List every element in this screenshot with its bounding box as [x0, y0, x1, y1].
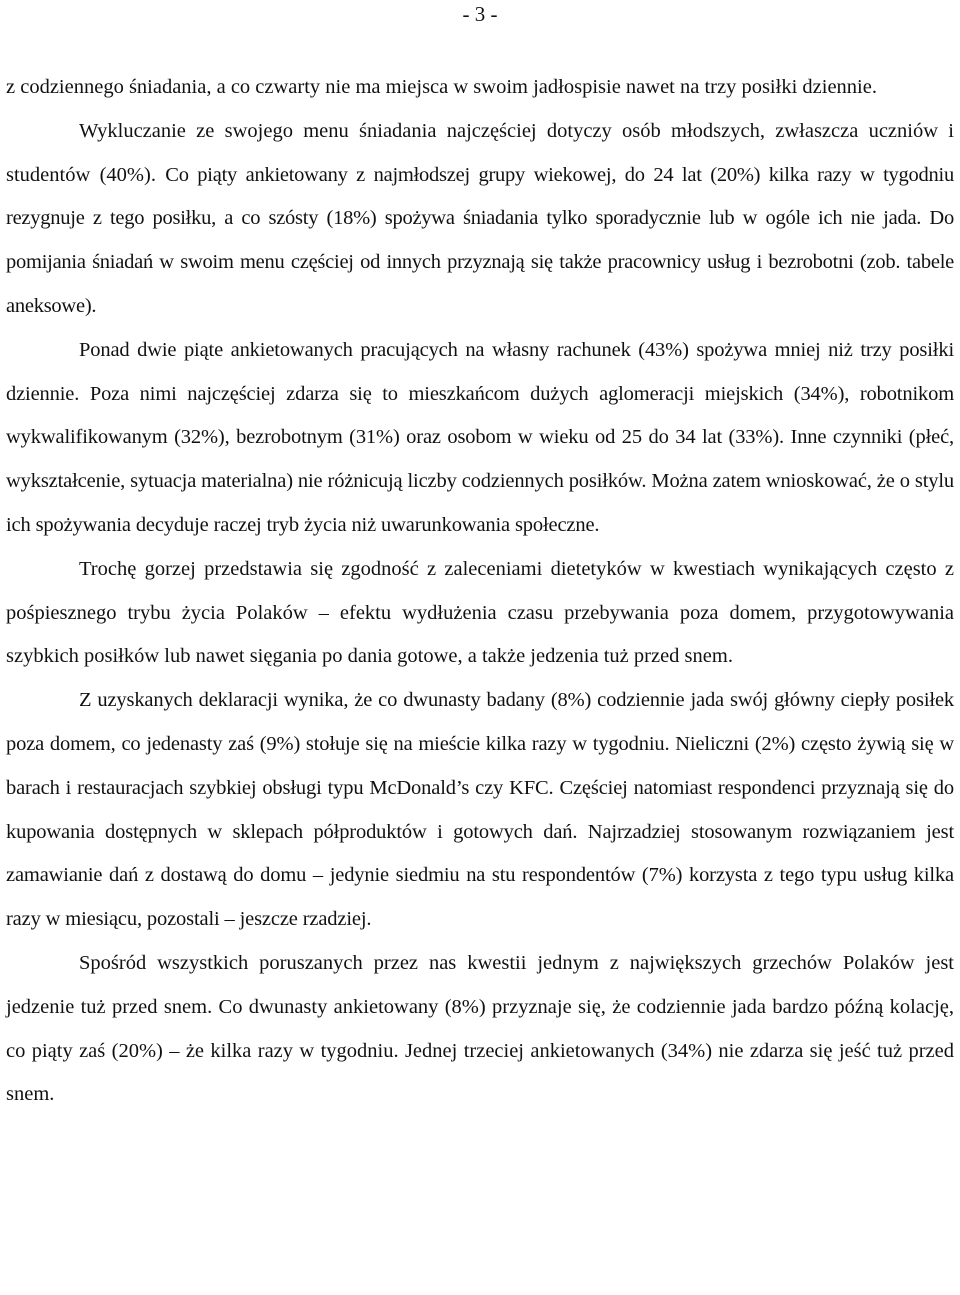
paragraph-text: Spośród wszystkich poruszanych przez nas kwestii jednym z największych grzechów Polaków jest jedzenie tuż przed snem. Co dwunasty ankietowany (8%) przyznaje się, że codziennie jada bardzo późną kolację, co piąty zaś (20%) – że kilka razy w tygodniu. Jednej trzeciej ankietowanych (34%) nie zdarza się jeść tuż przed snem. — [6, 951, 954, 1106]
page-number: - 3 - — [462, 2, 498, 26]
paragraph-late-eating — [6, 942, 954, 1117]
paragraph-text: Trochę gorzej przedstawia się zgodność z zaleceniami dietetyków w kwestiach wynikających często z pośpiesznego trybu życia Polaków – efektu wydłużenia czasu przebywania poza domem, przygotowywania szybkich posiłków lub nawet sięgania po dania gotowe, a także jedzenia tuż przed snem. — [6, 557, 954, 668]
paragraph-text: Z uzyskanych deklaracji wynika, że co dwunasty badany (8%) codziennie jada swój główny ciepły posiłek poza domem, co jedenasty zaś (9%) stołuje się na mieście kilka razy w tygodniu. Nieliczni (2%) często żywią się w barach i restauracjach szybkiej obsługi typu McDonald’s czy KFC. Częściej natomiast respondenci przyznają się do kupowania dostępnych w sklepach półproduktów i gotowych dań. Najrzadziej stosowanym rozwiązaniem jest zamawianie dań z dostawą do domu – jedynie siedmiu na stu respondentów (7%) korzysta z tego typu usług kilka razy w miesiącu, pozostali – jeszcze rzadziej. — [6, 689, 954, 931]
paragraph-text: z codziennego śniadania, a co czwarty nie ma miejsca w swoim jadłospisie nawet na trzy posiłki dziennie. — [6, 76, 877, 98]
paragraph-text: Co piąty ankietowany z najmłodszej grupy wiekowej, do 24 lat (20%) kilka razy w tygodniu rezygnuje z tego posiłku, a co szósty (18%) spożywa śniadania tylko sporadycznie lub w ogóle ich nie jada. Do pomijania śniadań w swoim menu częściej od innych przyznają się także pracownicy usług i bezrobotni (zob. tabele aneksowe). — [6, 163, 954, 317]
paragraph-continuation — [6, 66, 954, 110]
paragraph-dietary-recommendations — [6, 548, 954, 679]
paragraph-eating-out — [6, 679, 954, 942]
paragraph-text: Ponad dwie piąte ankietowanych pracujących na własny rachunek (43%) spożywa mniej niż trzy posiłki dziennie. Poza nimi najczęściej zdarza się to mieszkańcom dużych aglomeracji miejskich (34%), robotnikom wykwalifikowanym (32%), bezrobotnym (31%) oraz osobom w wieku od 25 do 34 lat (33%). Inne czynniki (płeć, wykształcenie, sytuacja materialna) nie różnicują liczby codziennych posiłków. Można zatem wnioskować, że o stylu ich spożywania decyduje raczej tryb życia niż uwarunkowania społeczne. — [6, 338, 954, 536]
document-body — [6, 66, 954, 1117]
paragraph-breakfast-skipping — [6, 110, 954, 329]
paragraph-meal-count — [6, 329, 954, 548]
paragraph-text: Wykluczanie ze swojego menu śniadania najczęściej dotyczy osób młodszych, zwłaszcza uczniów i studentów (40%). — [6, 119, 954, 186]
